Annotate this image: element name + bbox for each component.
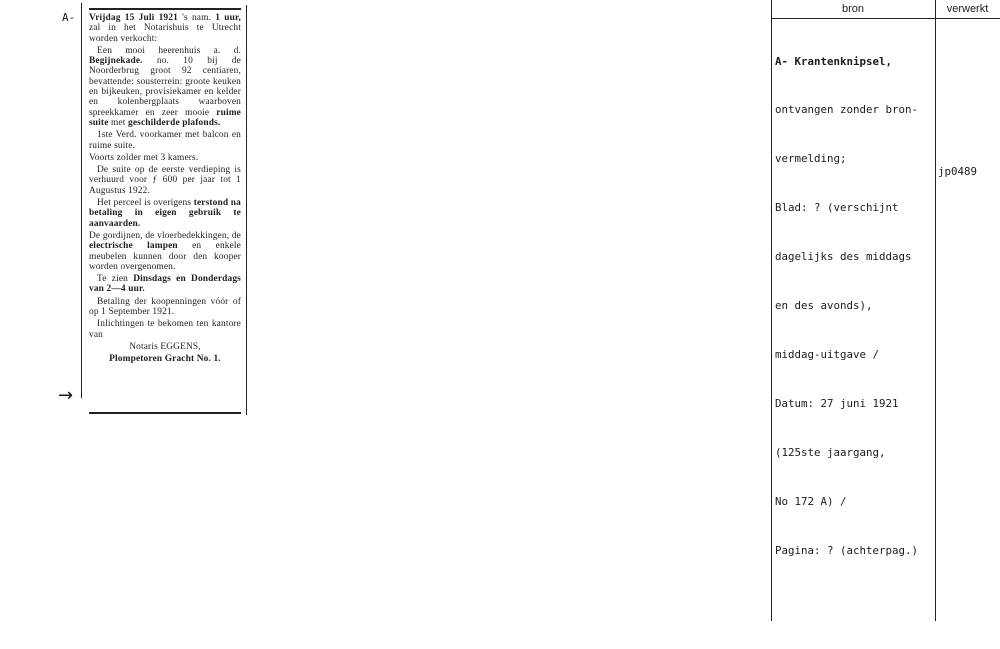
clipping-street: Begijnekade.: [89, 56, 143, 67]
clipping-paragraph-payment: [89, 297, 241, 318]
clipping-paragraph-auction: [89, 13, 241, 44]
clipping-text: De suite op de eerste verdieping is verhuurd voor ƒ 600 per jaar tot 1 Augustus 1922.: [89, 165, 241, 196]
clipping-text: Een mooi heerenhuis a. d.: [97, 45, 241, 56]
newspaper-clipping: [89, 13, 241, 367]
clipping-text: 's nam.: [177, 13, 216, 23]
clipping-right-border: [246, 5, 247, 415]
clipping-bold: electrische lampen: [89, 241, 178, 252]
clipping-text: Notaris EGGENS,: [129, 341, 201, 352]
bron-line: Datum: 27 juni 1921: [775, 396, 899, 410]
clipping-top-rule: [89, 8, 241, 10]
clipping-paragraph-furnishings: [89, 231, 241, 272]
clipping-address: [89, 354, 241, 364]
clipping-text: met: [108, 117, 128, 128]
clipping-suite: ruime suite: [89, 107, 241, 128]
clipping-bottom-rule: [89, 412, 241, 414]
clipping-text: no. 10 bij de Noorderbrug groot 92 centiaren, bevattende: sousterrein: groote keuken en bijkeuken, provisiekamer en kelder en kolenbergplaats waarboven spreekkamer en zeer mooie: [89, 56, 241, 118]
form-header-rule: [771, 18, 1000, 19]
verwerkt-header: verwerkt: [946, 3, 989, 15]
clipping-paragraph-floor: [89, 130, 241, 151]
verwerkt-code: jp0489: [938, 165, 978, 178]
clipping-paragraph-house: [89, 46, 241, 128]
form-column-divider: [771, 0, 772, 621]
clipping-left-border: [81, 3, 82, 398]
clipping-time: 1 uur,: [215, 13, 241, 23]
clipping-date: Vrijdag 15 Juli 1921: [89, 13, 178, 23]
clipping-text: Inlichtingen te bekomen ten kantore van: [89, 319, 241, 340]
bron-line: Blad: ? (verschijnt: [775, 201, 899, 215]
clipping-paragraph-viewing: [89, 274, 241, 295]
clipping-plafonds: geschilderde plafonds.: [128, 117, 221, 128]
clipping-text: Te zien: [97, 274, 134, 285]
clipping-paragraph-rent: [89, 165, 241, 196]
bron-line: en des avonds),: [775, 299, 873, 313]
clipping-text: Voorts zolder met 3 kamers.: [89, 152, 199, 163]
clipping-bold: Plompetoren Gracht No. 1.: [109, 354, 221, 365]
clipping-paragraph-occupancy: [89, 198, 241, 229]
clipping-paragraph-attic: [89, 153, 241, 163]
bron-description: [775, 21, 935, 591]
clipping-text: Het perceel is overigens: [97, 198, 194, 209]
bron-line: (125ste jaargang,: [775, 445, 886, 459]
clipping-paragraph-info: [89, 319, 241, 340]
bron-header: bron: [841, 3, 865, 15]
marker-letter: A-: [62, 11, 76, 24]
clipping-text: 1ste Verd. voorkamer met balcon en ruime suite.: [89, 130, 241, 151]
bron-line: A- Krantenknipsel,: [775, 54, 893, 68]
clipping-text: en enkele meubelen kunnen door den kooper worden overgenomen.: [89, 241, 241, 272]
clipping-notary: [89, 342, 241, 352]
form-column-divider: [935, 0, 936, 621]
clipping-text: Betaling der koopenningen vóór of op 1 September 1921.: [89, 296, 241, 318]
clipping-text: zal in het Notarishuis te Utrecht worden verkocht:: [89, 23, 241, 44]
clipping-bold: Dinsdags en Donderdags van 2—4 uur.: [89, 274, 241, 295]
bron-line: No 172 A) /: [775, 494, 847, 508]
arrow-icon: →: [58, 385, 74, 406]
bron-line: vermelding;: [775, 152, 847, 166]
clipping-text: De gordijnen, de vloerbedekkingen, de: [89, 230, 241, 241]
clipping-bold: terstond na betaling in eigen gebruik te aanvaarden.: [89, 198, 241, 229]
bron-line: ontvangen zonder bron-: [775, 103, 919, 117]
bron-line: middag-uitgave /: [775, 347, 880, 361]
bron-line: dagelijks des middags: [775, 250, 912, 264]
bron-line: Pagina: ? (achterpag.): [775, 543, 919, 557]
